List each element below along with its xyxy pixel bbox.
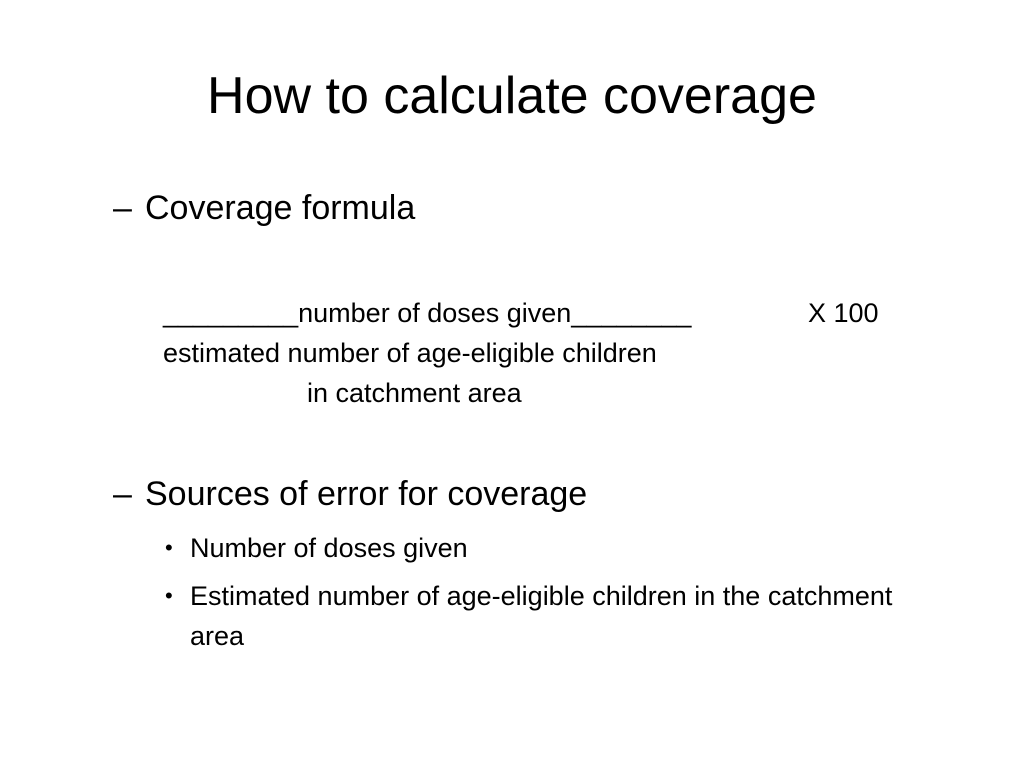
sub-list-item-doses: [165, 528, 905, 568]
formula-denominator-line-1: estimated number of age-eligible children: [163, 338, 657, 368]
list-item-text: Sources of error for coverage: [145, 475, 588, 513]
sub-list-item-text: Number of doses given: [190, 533, 468, 563]
bullet-marker: •: [165, 535, 173, 560]
formula-denominator-line-2: in catchment area: [307, 378, 522, 408]
formula-multiplier: X 100: [808, 298, 879, 328]
bullet-marker: •: [165, 583, 173, 608]
sub-list-item-estimated-children: [165, 576, 925, 656]
slide-title: How to calculate coverage: [207, 67, 817, 125]
list-item-text: Coverage formula: [145, 189, 416, 227]
dash-marker: –: [113, 475, 132, 513]
list-item-coverage-formula: [113, 188, 415, 228]
list-item-sources-of-error: [113, 474, 587, 514]
sub-list-item-text: Estimated number of age-eligible children in the catchment area: [190, 581, 893, 651]
dash-marker: –: [113, 189, 132, 227]
formula-numerator: _________number of doses given________: [163, 298, 692, 328]
